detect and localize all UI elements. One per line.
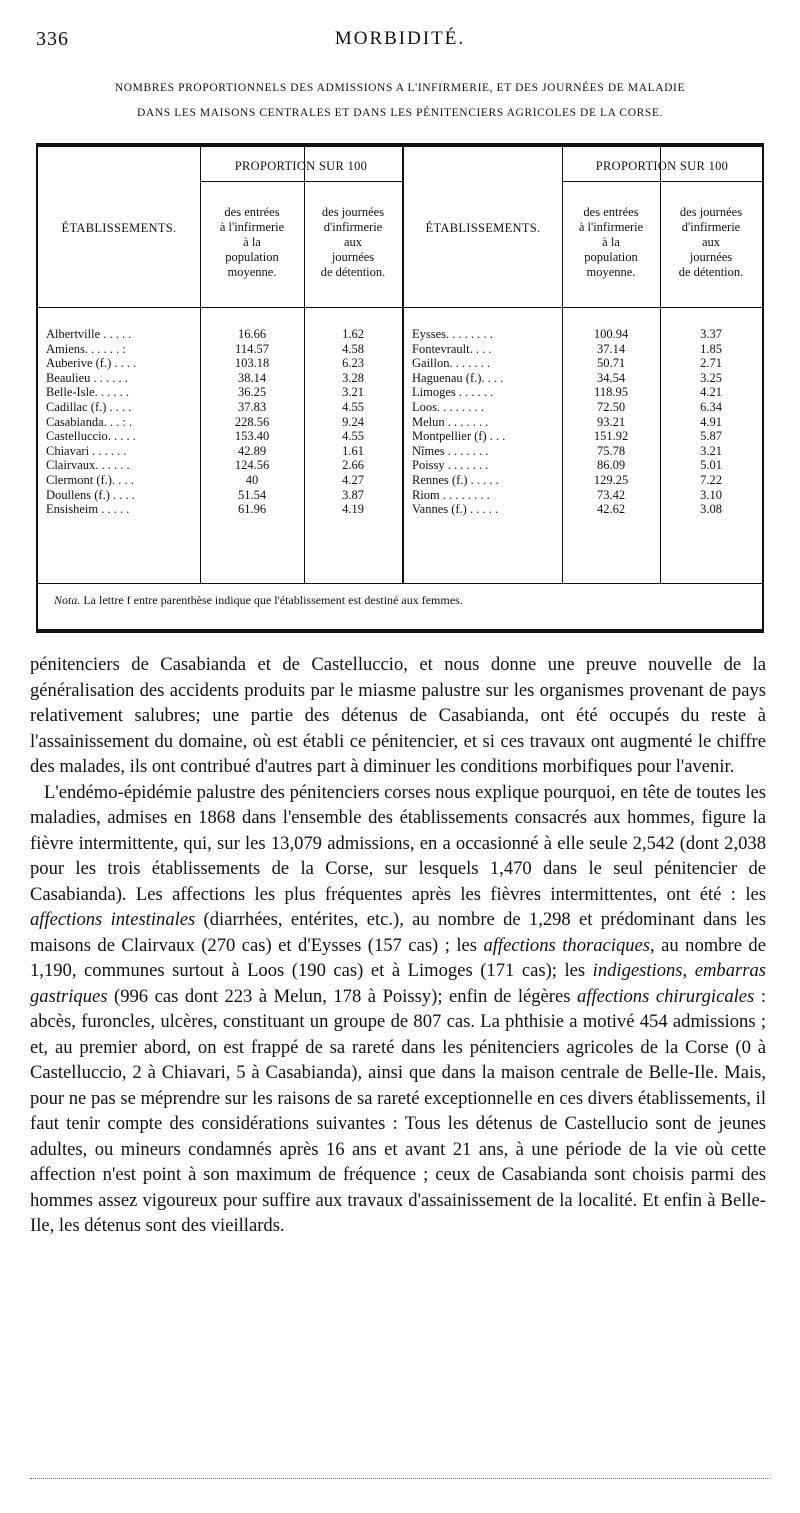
row-journees: 4.91 — [700, 414, 722, 429]
row-name: Clermont (f.). . . . — [46, 473, 134, 487]
row-entrees: 36.25 — [237, 385, 267, 400]
header-entrees-left: des entrées à l'infirmerie à la population moyenne. — [219, 205, 285, 279]
row-name: Chiavari . . . . . . — [46, 443, 127, 458]
table-title-line-1: NOMBRES PROPORTIONNELS DES ADMISSIONS A L'INFIRMERIE, ET DES JOURNÉES DE MALADIE — [114, 82, 686, 94]
row-journees: 3.21 — [700, 443, 722, 458]
row-entrees: 51.54 — [237, 487, 267, 502]
row-entrees: 72.50 — [596, 400, 626, 414]
table-title-line-2: DANS LES MAISONS CENTRALES ET DANS LES PÉNITENCIERS AGRICOLES DE LA CORSE. — [137, 107, 663, 119]
row-entrees: 16.66 — [237, 327, 267, 341]
row-journees: 4.19 — [342, 502, 364, 517]
header-journees-right: des journées d'infirmerie aux journées de détention. — [678, 205, 744, 279]
footer-rule — [30, 1478, 770, 1480]
row-name: Nîmes . . . . . . . — [412, 443, 489, 458]
row-entrees: 42.89 — [237, 443, 267, 458]
row-entrees: 151.92 — [593, 429, 629, 444]
row-journees: 4.55 — [342, 429, 364, 444]
note-text: La lettre f entre parenthèse indique que l'établissement est destiné aux femmes. — [83, 593, 463, 607]
row-entrees: 153.40 — [234, 429, 270, 444]
row-entrees: 118.95 — [594, 385, 628, 400]
row-name: Auberive (f.) . . . . — [46, 356, 137, 371]
row-name: Melun . . . . . . . — [412, 414, 489, 429]
row-journees: 1.85 — [700, 341, 722, 356]
page-header — [28, 28, 772, 52]
table-note — [54, 593, 463, 608]
row-journees: 7.22 — [700, 473, 722, 487]
row-journees: 4.21 — [700, 385, 722, 400]
row-entrees: 86.09 — [596, 458, 626, 473]
row-name: Doullens (f.) . . . . — [46, 487, 135, 502]
row-entrees: 61.96 — [237, 502, 267, 517]
row-name: Castelluccio. . . . . — [46, 429, 136, 444]
note-label: Nota. — [54, 593, 81, 607]
row-name: Gaillon. . . . . . . — [412, 356, 491, 371]
row-entrees: 228.56 — [234, 414, 270, 429]
row-name: Fontevrault. . . . — [412, 341, 492, 356]
row-entrees: 40 — [245, 473, 259, 487]
row-journees: 3.10 — [700, 487, 722, 502]
row-name: Eysses. . . . . . . . — [412, 327, 493, 341]
row-name: Amiens. . . . . . : — [46, 341, 126, 356]
row-name: Loos. . . . . . . . — [412, 400, 484, 414]
row-journees: 3.21 — [342, 385, 364, 400]
row-journees: 1.62 — [342, 327, 364, 341]
header-etablissements-right: ÉTABLISSEMENTS. — [425, 221, 541, 235]
header-proportion-right: PROPORTION SUR 100 — [595, 159, 729, 173]
row-journees: 9.24 — [342, 414, 364, 429]
row-name: Casabianda. . . : . — [46, 414, 133, 429]
row-journees: 3.28 — [342, 370, 364, 385]
body-text — [30, 652, 766, 1239]
header-entrees-right: des entrées à l'infirmerie à la population moyenne. — [578, 205, 644, 279]
paragraph-1: pénitenciers de Casabianda et de Castelluccio, et nous donne une preuve nouvelle de la généralisation des accidents produits par le miasme palustre sur les organismes provenant de pays relativement salubres; une partie des détenus de Casabianda, ont été occupés du reste à l'assainissement du domaine, où est établi ce pénitencier, et si ces travaux ont augmenté le chiffre des malades, ils ont contribué d'autres part à diminuer les conditions morbifiques pour l'avenir. — [30, 654, 766, 777]
row-journees: 3.37 — [700, 327, 722, 341]
row-entrees: 100.94 — [593, 327, 629, 341]
row-name: Haguenau (f.). . . . — [412, 370, 504, 385]
row-entrees: 73.42 — [596, 487, 626, 502]
header-etablissements-left: ÉTABLISSEMENTS. — [61, 221, 177, 235]
row-journees: 6.23 — [342, 356, 364, 371]
row-name: Riom . . . . . . . . — [412, 487, 490, 502]
row-entrees: 124.56 — [234, 458, 270, 473]
table-body — [38, 327, 762, 567]
row-entrees: 34.54 — [596, 370, 626, 385]
row-journees: 3.08 — [700, 502, 722, 517]
row-entrees: 42.62 — [596, 502, 626, 517]
row-journees: 3.87 — [342, 487, 364, 502]
row-journees: 4.58 — [342, 341, 364, 356]
row-entrees: 75.78 — [596, 443, 626, 458]
row-name: Albertville . . . . . — [46, 327, 132, 341]
row-entrees: 38.14 — [237, 370, 267, 385]
row-name: Ensisheim . . . . . — [46, 502, 130, 517]
row-journees: 2.71 — [700, 356, 722, 371]
row-journees: 2.66 — [342, 458, 364, 473]
row-name: Montpellier (f) . . . — [412, 429, 506, 444]
row-journees: 5.01 — [700, 458, 722, 473]
row-journees: 6.34 — [700, 400, 722, 414]
row-entrees: 129.25 — [593, 473, 629, 487]
row-name: Cadillac (f.) . . . . — [46, 400, 132, 414]
header-proportion-left: PROPORTION SUR 100 — [234, 159, 368, 173]
running-title: MORBIDITÉ. — [334, 28, 466, 49]
page-number: 336 — [36, 28, 69, 50]
row-entrees: 103.18 — [234, 356, 270, 371]
header-journees-left: des journées d'infirmerie aux journées de détention. — [320, 205, 386, 279]
row-entrees: 93.21 — [596, 414, 626, 429]
row-name: Vannes (f.) . . . . . — [412, 502, 499, 517]
row-name: Beaulieu . . . . . . — [46, 370, 128, 385]
row-journees: 3.25 — [700, 370, 722, 385]
row-name: Rennes (f.) . . . . . — [412, 473, 499, 487]
row-name: Poissy . . . . . . . — [412, 458, 489, 473]
row-entrees: 114.57 — [235, 341, 269, 356]
row-name: Limoges . . . . . . — [412, 385, 494, 400]
row-journees: 4.27 — [342, 473, 364, 487]
paragraph-2: L'endémo-épidémie palustre des pénitenciers corses nous explique pourquoi, en tête de toutes les maladies, admises en 1868 dans l'ensemble des établissements consacrés aux hommes, figure la fièvre intermittente, qui, sur les 13,079 admissions, en a occasionné à elle seule 2,542 (dont 2,038 pour les trois établissements de la Corse, sur lesquels 1,470 dans le seul pénitencier de Casabianda). Les affections les plus fréquentes après les fièvres intermittentes, ont été : les affections intestinales (diarrhées, entérites, etc.), au nombre de 1,298 et prédominant dans les maisons de Clairvaux (270 cas) et d'Eysses (157 cas) ; les affections thoraciques, au nombre de 1,190, communes surtout à Loos (190 cas) et à Limoges (171 cas); les indigestions, embarras gastriques (996 cas dont 223 à Melun, 178 à Poissy); enfin de légères affections chirurgicales : abcès, furoncles, ulcères, constituant un groupe de 807 cas. La phthisie a motivé 454 admissions ; et, au premier abord, on est frappé de sa rareté dans les pénitenciers agricoles de la Corse (0 à Castelluccio, 2 à Chiavari, 5 à Casabianda), ainsi que dans la maison centrale de Belle-Ile. Mais, pour ne pas se méprendre sur les raisons de sa rareté exceptionnelle en ces divers établissements, il faut tenir compte des considérations suivantes : Tous les détenus de Castellucio sont de jeunes adultes, ou mineurs condamnés après 16 ans et avant 21 ans, à une période de la vie où cette affection n'est point à son maximum de fréquence ; ceux de Casabianda sont choisis parmi des hommes assez vigoureux pour suffire aux travaux d'assainissement de la localité. Et enfin à Belle-Ile, les détenus sont des vieillards. — [30, 781, 767, 1236]
row-entrees: 50.71 — [596, 356, 626, 371]
row-entrees: 37.14 — [596, 341, 626, 356]
row-journees: 4.55 — [342, 400, 364, 414]
statistics-table — [36, 143, 764, 633]
row-journees: 5.87 — [700, 429, 722, 444]
row-name: Clairvaux. . . . . . — [46, 458, 130, 473]
row-entrees: 37.83 — [237, 400, 267, 414]
row-journees: 1.61 — [342, 443, 364, 458]
row-name: Belle-Isle. . . . . . — [46, 385, 129, 400]
